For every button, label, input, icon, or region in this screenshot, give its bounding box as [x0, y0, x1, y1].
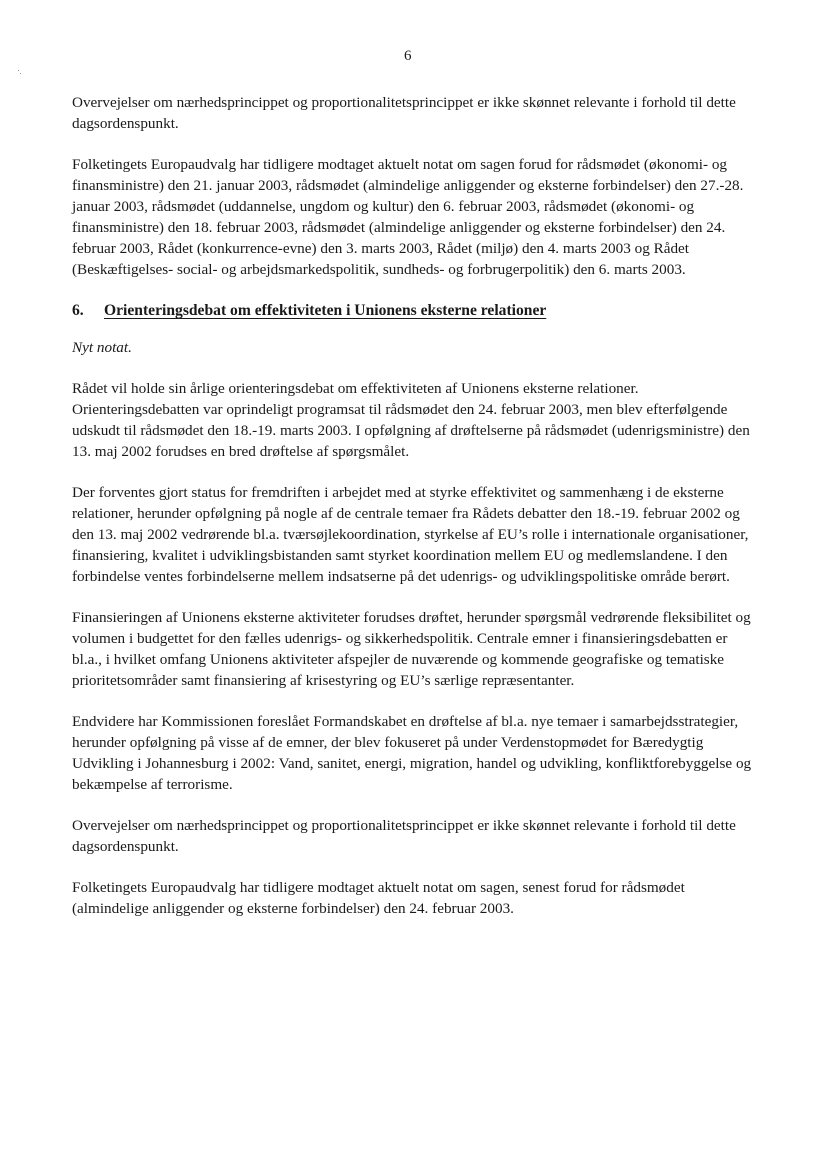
scan-speck: [18, 70, 19, 71]
paragraph-subsidiarity-1: Overvejelser om nærhedsprincippet og proportionalitetsprincippet er ikke skønnet relevante i forhold til dette dagsordenspunkt.: [72, 94, 736, 132]
paragraph-europaudvalg-1: Folketingets Europaudvalg har tidligere modtaget aktuelt notat om sagen forud for rådsmødet (økonomi- og finansministre) den 21. januar 2003, rådsmødet (almindelige anliggender og eksterne forbindelser) den 27.-28. januar 2003, rådsmødet (uddannelse, ungdom og kultur) den 6. februar 2003, rådsmødet (økonomi- og finansministre) den 18. februar 2003, rådsmødet (almindelige anliggender og eksterne forbindelser) den 24. februar 2003, Rådet (konkurrence-evne) den 3. marts 2003, Rådet (miljø) den 4. marts 2003 og Rådet (Beskæftigelses- social- og arbejdsmarkedspolitik, sundheds- og forbrugerpolitik) den 6. marts 2003.: [72, 156, 744, 278]
scan-speck: [20, 73, 21, 74]
document-body: [72, 92, 752, 939]
paragraph-finansiering: Finansieringen af Unionens eksterne aktiviteter forudses drøftet, herunder spørgsmål vedrørende fleksibilitet og volumen i budgettet for den fælles udenrigs- og sikkerhedspolitik. Centrale emner i finansieringsdebatten er bl.a., i hvilket omfang Unionens aktiviteter afspejler de nuværende og kommende geografiske og tematiske prioritetsområder samt finansiering af krisestyring og EU’s særlige repræsentanter.: [72, 609, 751, 689]
paragraph-orienteringsdebat: Rådet vil holde sin årlige orienteringsdebat om effektiviteten af Unionens eksterne relationer. Orienteringsdebatten var oprindeligt programsat til rådsmødet den 24. februar 2003, men blev efterfølgende udskudt til rådsmødet den 18.-19. marts 2003. I opfølgning af drøftelserne på rådsmødet (udenrigsministre) den 13. maj 2002 forudses en bred drøftelse af spørgsmålet.: [72, 380, 750, 460]
scan-specks: [18, 70, 22, 74]
section-title: Orienteringsdebat om effektiviteten i Unionens eksterne relationer: [104, 302, 547, 319]
page-number: 6: [404, 48, 412, 64]
section-heading: [72, 300, 752, 321]
paragraph-kommissionen: Endvidere har Kommissionen foreslået Formandskabet en drøftelse af bl.a. nye temaer i samarbejdsstrategier, herunder opfølgning på visse af de emner, der blev fokuseret på under Verdenstopmødet for Bæredygtig Udvikling i Johannesburg i 2002: Vand, sanitet, energi, migration, handel og udvikling, konfliktforebyggelse og bekæmpelse af terrorisme.: [72, 713, 752, 793]
paragraph-subsidiarity-2: Overvejelser om nærhedsprincippet og proportionalitetsprincippet er ikke skønnet relevante i forhold til dette dagsordenspunkt.: [72, 817, 736, 855]
section-note: Nyt notat.: [72, 339, 132, 356]
paragraph-status: Der forventes gjort status for fremdriften i arbejdet med at styrke effektivitet og sammenhæng i de eksterne relationer, herunder opfølgning på nogle af de centrale temaer fra Rådets debatter den 18.-19. februar 2002 og den 13. maj 2002 vedrørende bl.a. tværsøjlekoordination, styrkelse af EU’s rolle i internationale organisationer, finansiering, kvalitet i udviklingsbistanden samt styrket koordination mellem EU og medlemslandene. I den forbindelse ventes forbindelserne mellem indsatserne på det udenrigs- og udviklingspolitiske område berørt.: [72, 484, 749, 585]
paragraph-europaudvalg-2: Folketingets Europaudvalg har tidligere modtaget aktuelt notat om sagen, senest forud for rådsmødet (almindelige anliggender og eksterne forbindelser) den 24. februar 2003.: [72, 879, 685, 917]
section-number: 6.: [72, 302, 84, 319]
